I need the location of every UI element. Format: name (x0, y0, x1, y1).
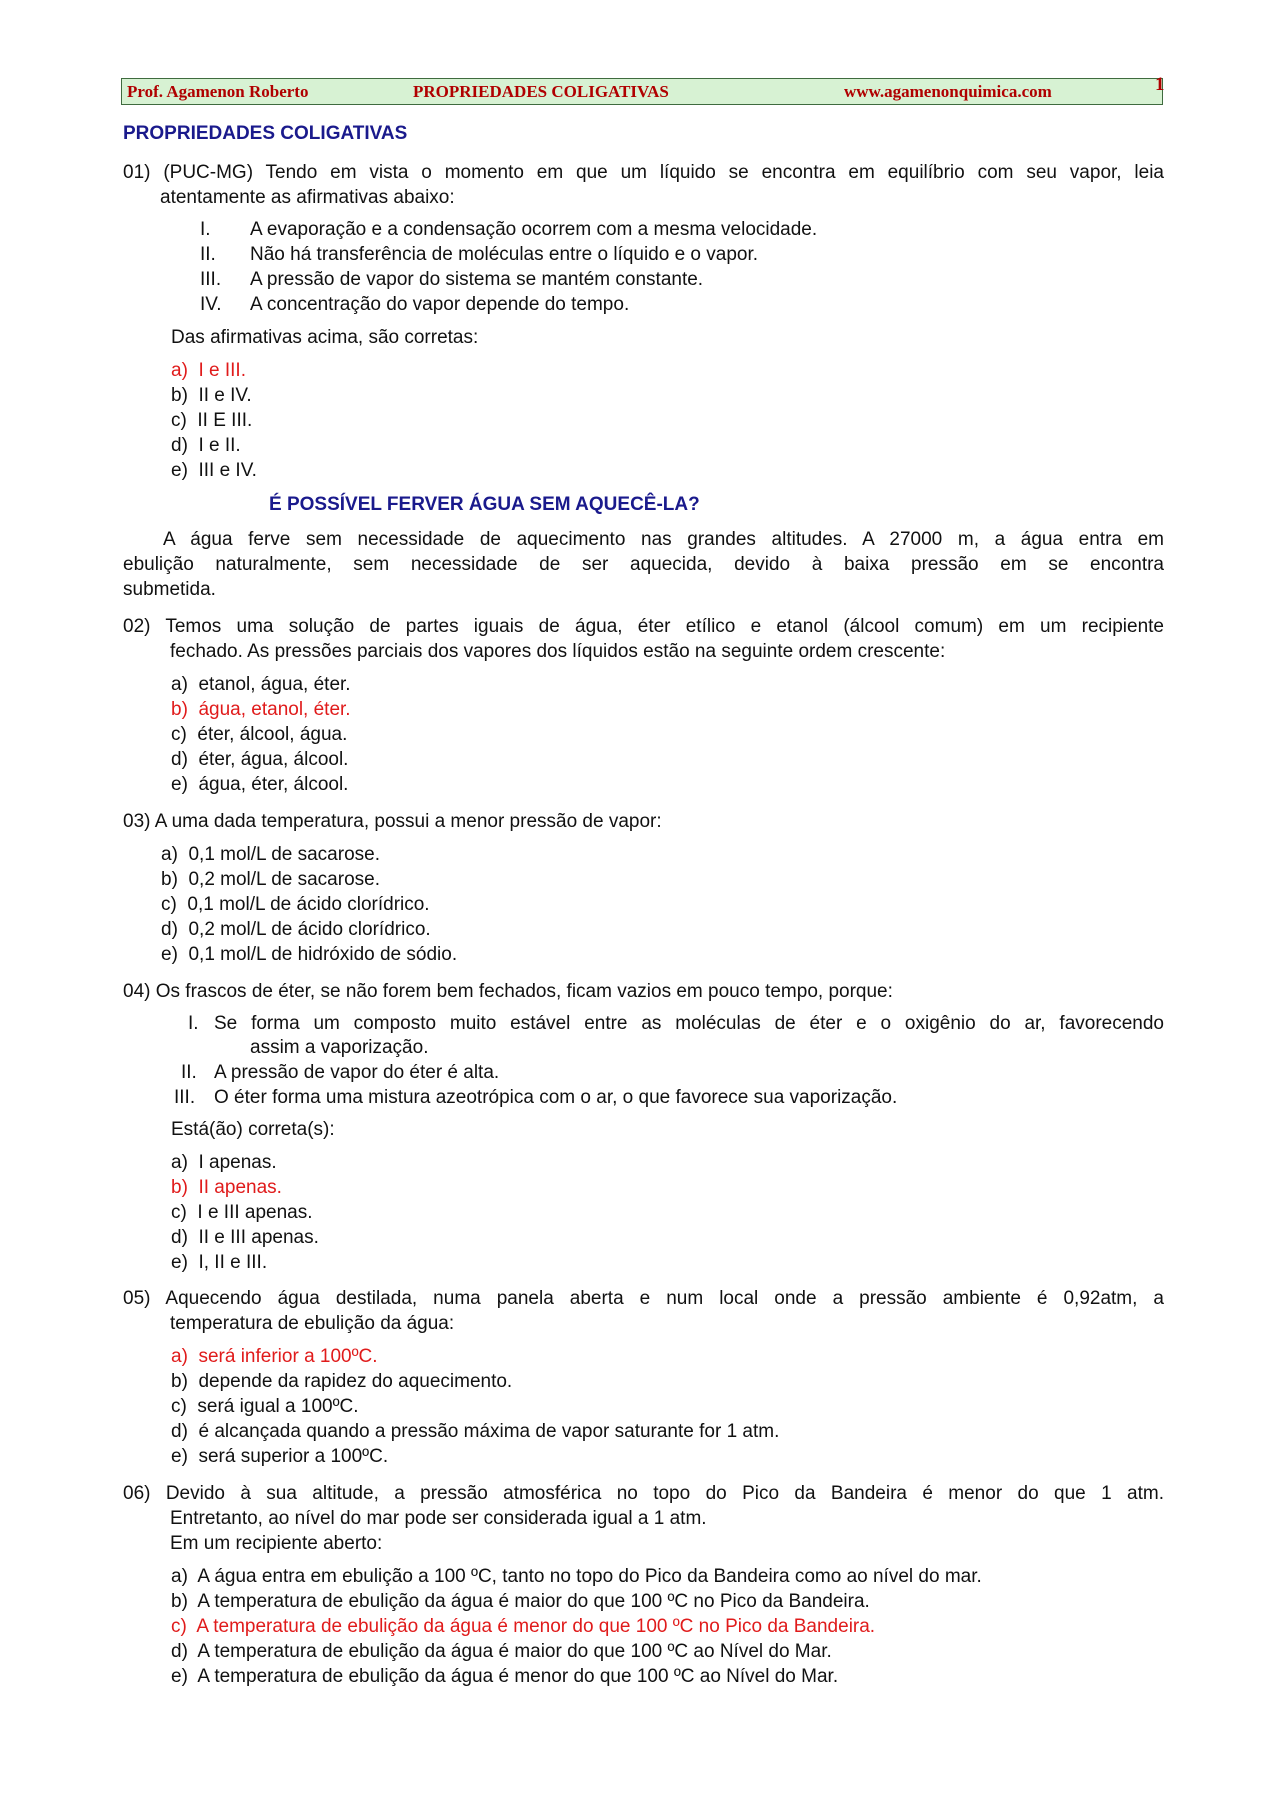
q4-statement-num: I. (188, 1013, 199, 1034)
q5-option-a: a) será inferior a 100ºC. (171, 1346, 378, 1367)
q5-stem-line1: 05) Aquecendo água destilada, numa panela aberta e num local onde a pressão ambiente é 0,92atm, a (123, 1288, 1164, 1309)
q1-statement-num: IV. (200, 294, 222, 315)
q4-option-e: e) I, II e III. (171, 1252, 268, 1273)
q5-stem-line2: temperatura de ebulição da água: (170, 1313, 455, 1334)
q1-option-d: d) I e II. (171, 435, 241, 456)
q1-stem-line2: atentamente as afirmativas abaixo: (160, 187, 455, 208)
q1-statement-text: A concentração do vapor depende do tempo. (250, 294, 630, 315)
q2-stem-line1: 02) Temos uma solução de partes iguais de água, éter etílico e etanol (álcool comum) em um recipiente (123, 616, 1164, 637)
q3-option-d: d) 0,2 mol/L de ácido clorídrico. (161, 919, 431, 940)
q1-statement-num: III. (200, 269, 222, 290)
q4-statement-num: II. (181, 1062, 197, 1083)
q4-statement-num: III. (174, 1087, 196, 1108)
page-header (121, 78, 1163, 105)
q4-statement-text: A pressão de vapor do éter é alta. (214, 1062, 500, 1083)
q1-statement-text: Não há transferência de moléculas entre o líquido e o vapor. (250, 244, 759, 265)
q6-option-e: e) A temperatura de ebulição da água é menor do que 100 ºC ao Nível do Mar. (171, 1666, 839, 1687)
q4-option-b: b) II apenas. (171, 1177, 282, 1198)
q1-stem-line1: 01) (PUC-MG) Tendo em vista o momento em que um líquido se encontra em equilíbrio com seu vapor, leia (123, 162, 1164, 183)
q2-option-b: b) água, etanol, éter. (171, 699, 351, 720)
q3-option-a: a) 0,1 mol/L de sacarose. (161, 844, 380, 865)
q6-option-b: b) A temperatura de ebulição da água é maior do que 100 ºC no Pico da Bandeira. (171, 1591, 870, 1612)
q1-statement-text: A pressão de vapor do sistema se mantém constante. (250, 269, 704, 290)
q1-option-b: b) II e IV. (171, 385, 252, 406)
page-title: PROPRIEDADES COLIGATIVAS (123, 123, 408, 144)
q2-option-e: e) água, éter, álcool. (171, 774, 349, 795)
q6-stem-line3: Em um recipiente aberto: (170, 1533, 383, 1554)
q6-option-d: d) A temperatura de ebulição da água é maior do que 100 ºC ao Nível do Mar. (171, 1641, 832, 1662)
q2-option-c: c) éter, álcool, água. (171, 724, 348, 745)
q3-option-b: b) 0,2 mol/L de sacarose. (161, 869, 380, 890)
header-subject: PROPRIEDADES COLIGATIVAS (413, 82, 669, 101)
q6-stem-line1: 06) Devido à sua altitude, a pressão atmosférica no topo do Pico da Bandeira é menor do que 1 atm. (123, 1483, 1164, 1504)
q5-option-d: d) é alcançada quando a pressão máxima de vapor saturante for 1 atm. (171, 1421, 780, 1442)
q1-statement-num: II. (200, 244, 216, 265)
q4-statement-text: O éter forma uma mistura azeotrópica com o ar, o que favorece sua vaporização. (214, 1087, 898, 1108)
q6-option-a: a) A água entra em ebulição a 100 ºC, tanto no topo do Pico da Bandeira como ao nível do mar. (171, 1566, 982, 1587)
q2-stem-line2: fechado. As pressões parciais dos vapores dos líquidos estão na seguinte ordem crescente: (170, 641, 946, 662)
box-text-line3: submetida. (123, 579, 216, 600)
header-website: www.agamenonquimica.com (844, 82, 1052, 101)
q1-statement-num: I. (200, 219, 211, 240)
q1-statement-text: A evaporação e a condensação ocorrem com a mesma velocidade. (250, 219, 818, 240)
q3-stem: 03) A uma dada temperatura, possui a menor pressão de vapor: (123, 811, 662, 832)
q4-option-c: c) I e III apenas. (171, 1202, 313, 1223)
header-author: Prof. Agamenon Roberto (127, 82, 309, 101)
q3-option-e: e) 0,1 mol/L de hidróxido de sódio. (161, 944, 458, 965)
q6-option-c: c) A temperatura de ebulição da água é menor do que 100 ºC no Pico da Bandeira. (171, 1616, 876, 1637)
q4-option-d: d) II e III apenas. (171, 1227, 319, 1248)
q2-option-a: a) etanol, água, éter. (171, 674, 351, 695)
q1-prompt: Das afirmativas acima, são corretas: (171, 327, 479, 348)
q6-stem-line2: Entretanto, ao nível do mar pode ser considerada igual a 1 atm. (170, 1508, 707, 1529)
q4-option-a: a) I apenas. (171, 1152, 277, 1173)
q1-option-c: c) II E III. (171, 410, 253, 431)
q4-statement-text: Se forma um composto muito estável entre as moléculas de éter e o oxigênio do ar, favorecendo (214, 1013, 1164, 1034)
q5-option-e: e) será superior a 100ºC. (171, 1446, 389, 1467)
q2-option-d: d) éter, água, álcool. (171, 749, 349, 770)
q4-statement-cont: assim a vaporização. (250, 1037, 429, 1058)
q5-option-c: c) será igual a 100ºC. (171, 1396, 359, 1417)
q4-stem: 04) Os frascos de éter, se não forem bem fechados, ficam vazios em pouco tempo, porque: (123, 981, 893, 1002)
page-number: 1 (1155, 74, 1165, 95)
q5-option-b: b) depende da rapidez do aquecimento. (171, 1371, 513, 1392)
box-heading: É POSSÍVEL FERVER ÁGUA SEM AQUECÊ-LA? (269, 494, 700, 515)
box-text-line1: A água ferve sem necessidade de aquecimento nas grandes altitudes. A 27000 m, a água entra em (163, 529, 1164, 550)
q1-option-a: a) I e III. (171, 360, 246, 381)
box-text-line2: ebulição naturalmente, sem necessidade de ser aquecida, devido à baixa pressão em se encontra (123, 554, 1164, 575)
q1-option-e: e) III e IV. (171, 460, 257, 481)
q3-option-c: c) 0,1 mol/L de ácido clorídrico. (161, 894, 430, 915)
q4-prompt: Está(ão) correta(s): (171, 1119, 335, 1140)
